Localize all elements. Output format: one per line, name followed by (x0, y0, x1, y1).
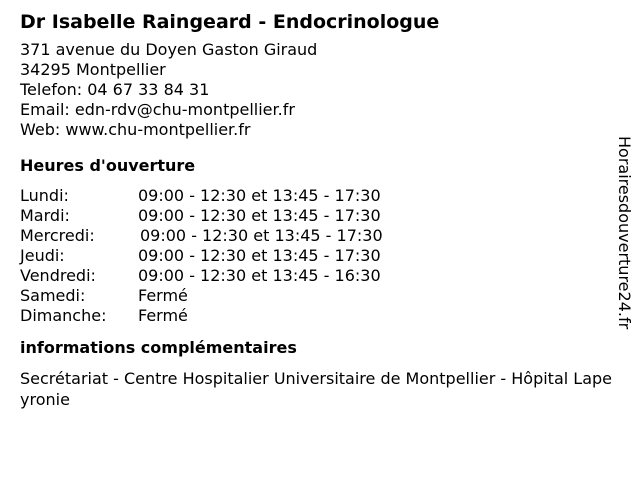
hours-row-lundi (20, 186, 616, 206)
time-value: 09:00 - 12:30 et 13:45 - 17:30 (138, 246, 381, 265)
site-watermark: Horairesdouverture24.fr (615, 136, 634, 330)
hours-row-vendredi (20, 266, 616, 286)
day-label: Lundi: (20, 186, 69, 205)
time-value: 09:00 - 12:30 et 13:45 - 17:30 (140, 226, 383, 245)
hours-row-dimanche (20, 306, 616, 326)
time-value: Fermé (138, 306, 188, 325)
time-value: 09:00 - 12:30 et 13:45 - 17:30 (138, 206, 381, 225)
address-block (20, 40, 616, 140)
hours-table (20, 186, 616, 326)
info-heading: informations complémentaires (20, 338, 297, 357)
day-label: Jeudi: (20, 246, 65, 265)
day-label: Mardi: (20, 206, 70, 225)
main-content (20, 8, 616, 410)
email-line: Email: edn-rdv@chu-montpellier.fr (20, 100, 295, 119)
time-value: 09:00 - 12:30 et 13:45 - 17:30 (138, 186, 381, 205)
address-street: 371 avenue du Doyen Gaston Giraud (20, 40, 318, 59)
hours-row-samedi (20, 286, 616, 306)
time-value: 09:00 - 12:30 et 13:45 - 16:30 (138, 266, 381, 285)
hours-row-jeudi (20, 246, 616, 266)
hours-row-mardi (20, 206, 616, 226)
info-text: Secrétariat - Centre Hospitalier Universitaire de Montpellier - Hôpital Lapeyronie (20, 369, 613, 409)
hours-row-mercredi (20, 226, 616, 246)
address-city: 34295 Montpellier (20, 60, 166, 79)
day-label: Vendredi: (20, 266, 96, 285)
page-title: Dr Isabelle Raingeard - Endocrinologue (20, 11, 440, 33)
time-value: Fermé (138, 286, 188, 305)
web-line: Web: www.chu-montpellier.fr (20, 120, 251, 139)
phone-line: Telefon: 04 67 33 84 31 (20, 80, 210, 99)
day-label: Dimanche: (20, 306, 107, 325)
day-label: Samedi: (20, 286, 86, 305)
day-label: Mercredi: (20, 226, 95, 245)
hours-heading: Heures d'ouverture (20, 156, 196, 175)
